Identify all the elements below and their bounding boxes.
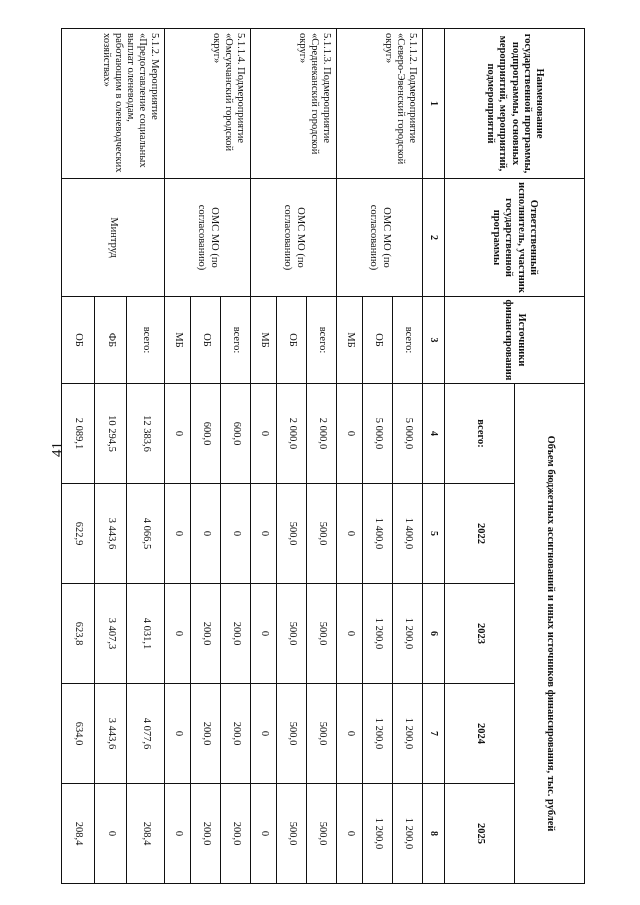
- value: 5 000,0: [363, 384, 393, 484]
- value: 4 066,5: [127, 484, 165, 584]
- value: 4 031,1: [127, 584, 165, 684]
- value: 208,4: [62, 784, 95, 884]
- header-funding: Объем бюджетных ассигнований и иных источников финансирования, тыс. рублей: [515, 384, 585, 884]
- funding-table: [61, 28, 585, 884]
- value: 200,0: [191, 684, 221, 784]
- value: 0: [337, 684, 363, 784]
- value: 4 077,6: [127, 684, 165, 784]
- value: 0: [251, 784, 277, 884]
- value: 3 407,3: [95, 584, 127, 684]
- source: всего:: [393, 297, 423, 384]
- value: 0: [165, 484, 191, 584]
- header-year-2025: 2025: [445, 784, 515, 884]
- value: 0: [251, 484, 277, 584]
- source: МБ: [337, 297, 363, 384]
- value: 1 200,0: [363, 584, 393, 684]
- executor: ОМС МО (по согласованию): [337, 179, 423, 297]
- value: 2 000,0: [277, 384, 307, 484]
- value: 0: [251, 684, 277, 784]
- table-row: [393, 29, 423, 884]
- source: МБ: [251, 297, 277, 384]
- source: всего:: [221, 297, 251, 384]
- value: 0: [337, 484, 363, 584]
- value: 10 294,5: [95, 384, 127, 484]
- column-number-row: [423, 29, 445, 884]
- col-number: 8: [423, 784, 445, 884]
- value: 500,0: [277, 684, 307, 784]
- value: 200,0: [191, 784, 221, 884]
- value: 634,0: [62, 684, 95, 784]
- source: ОБ: [62, 297, 95, 384]
- value: 0: [337, 784, 363, 884]
- value: 0: [165, 684, 191, 784]
- source: всего:: [307, 297, 337, 384]
- col-number: 3: [423, 297, 445, 384]
- value: 0: [165, 784, 191, 884]
- value: 0: [221, 484, 251, 584]
- value: 1 200,0: [363, 684, 393, 784]
- col-number: 5: [423, 484, 445, 584]
- source: МБ: [165, 297, 191, 384]
- value: 0: [165, 584, 191, 684]
- executor: ОМС МО (по согласованию): [165, 179, 251, 297]
- header-year-2023: 2023: [445, 584, 515, 684]
- value: 0: [337, 384, 363, 484]
- program-name: 5.1.1.3. Подмероприятие «Среднеканский городской округ»: [251, 29, 337, 179]
- source: всего:: [127, 297, 165, 384]
- value: 200,0: [191, 584, 221, 684]
- value: 500,0: [307, 484, 337, 584]
- value: 3 443,6: [95, 484, 127, 584]
- value: 0: [95, 784, 127, 884]
- header-source: Источники финансирования: [445, 297, 585, 384]
- value: 500,0: [307, 684, 337, 784]
- page-number: 41: [49, 442, 66, 457]
- value: 0: [191, 484, 221, 584]
- source: ОБ: [191, 297, 221, 384]
- source: ФБ: [95, 297, 127, 384]
- value: 1 400,0: [363, 484, 393, 584]
- value: 0: [165, 384, 191, 484]
- header-year-2024: 2024: [445, 684, 515, 784]
- value: 0: [251, 584, 277, 684]
- source: ОБ: [277, 297, 307, 384]
- value: 600,0: [221, 384, 251, 484]
- col-number: 2: [423, 179, 445, 297]
- header-year-total: всего:: [445, 384, 515, 484]
- program-name: 5.1.1.4. Подмероприятие «Омсукчанский городской округ»: [165, 29, 251, 179]
- value: 1 200,0: [393, 784, 423, 884]
- table-row: [307, 29, 337, 884]
- value: 0: [337, 584, 363, 684]
- table-row: [127, 29, 165, 884]
- value: 600,0: [191, 384, 221, 484]
- value: 623,8: [62, 584, 95, 684]
- value: 500,0: [307, 584, 337, 684]
- value: 1 200,0: [393, 584, 423, 684]
- program-name: 5.1.1.2. Подмероприятие «Северо-Эвенский городской округ»: [337, 29, 423, 179]
- value: 1 400,0: [393, 484, 423, 584]
- table-row: [221, 29, 251, 884]
- col-number: 6: [423, 584, 445, 684]
- value: 0: [251, 384, 277, 484]
- header-executor: Ответственный исполнитель, участник государственной программы: [445, 179, 585, 297]
- value: 5 000,0: [393, 384, 423, 484]
- source: ОБ: [363, 297, 393, 384]
- header-year-2022: 2022: [445, 484, 515, 584]
- value: 500,0: [277, 584, 307, 684]
- value: 200,0: [221, 684, 251, 784]
- header-name: Наименование государственной программы, подпрограммы, основных мероприятий, мероприятий, подмероприятий: [445, 29, 585, 179]
- value: 1 200,0: [393, 684, 423, 784]
- executor: Минтруд: [62, 179, 165, 297]
- value: 200,0: [221, 784, 251, 884]
- value: 2 000,0: [307, 384, 337, 484]
- value: 208,4: [127, 784, 165, 884]
- value: 500,0: [277, 484, 307, 584]
- value: 3 443,6: [95, 684, 127, 784]
- executor: ОМС МО (по согласованию): [251, 179, 337, 297]
- value: 500,0: [307, 784, 337, 884]
- value: 1 200,0: [363, 784, 393, 884]
- value: 500,0: [277, 784, 307, 884]
- program-name: 5.1.2. Мероприятие «Предоставление социальных выплат оленеводам, работающим в оленеводческих хозяйствах»: [62, 29, 165, 179]
- col-number: 7: [423, 684, 445, 784]
- col-number: 1: [423, 29, 445, 179]
- col-number: 4: [423, 384, 445, 484]
- value: 622,9: [62, 484, 95, 584]
- value: 12 383,6: [127, 384, 165, 484]
- value: 200,0: [221, 584, 251, 684]
- value: 2 089,1: [62, 384, 95, 484]
- rotated-table-container: [62, 28, 585, 883]
